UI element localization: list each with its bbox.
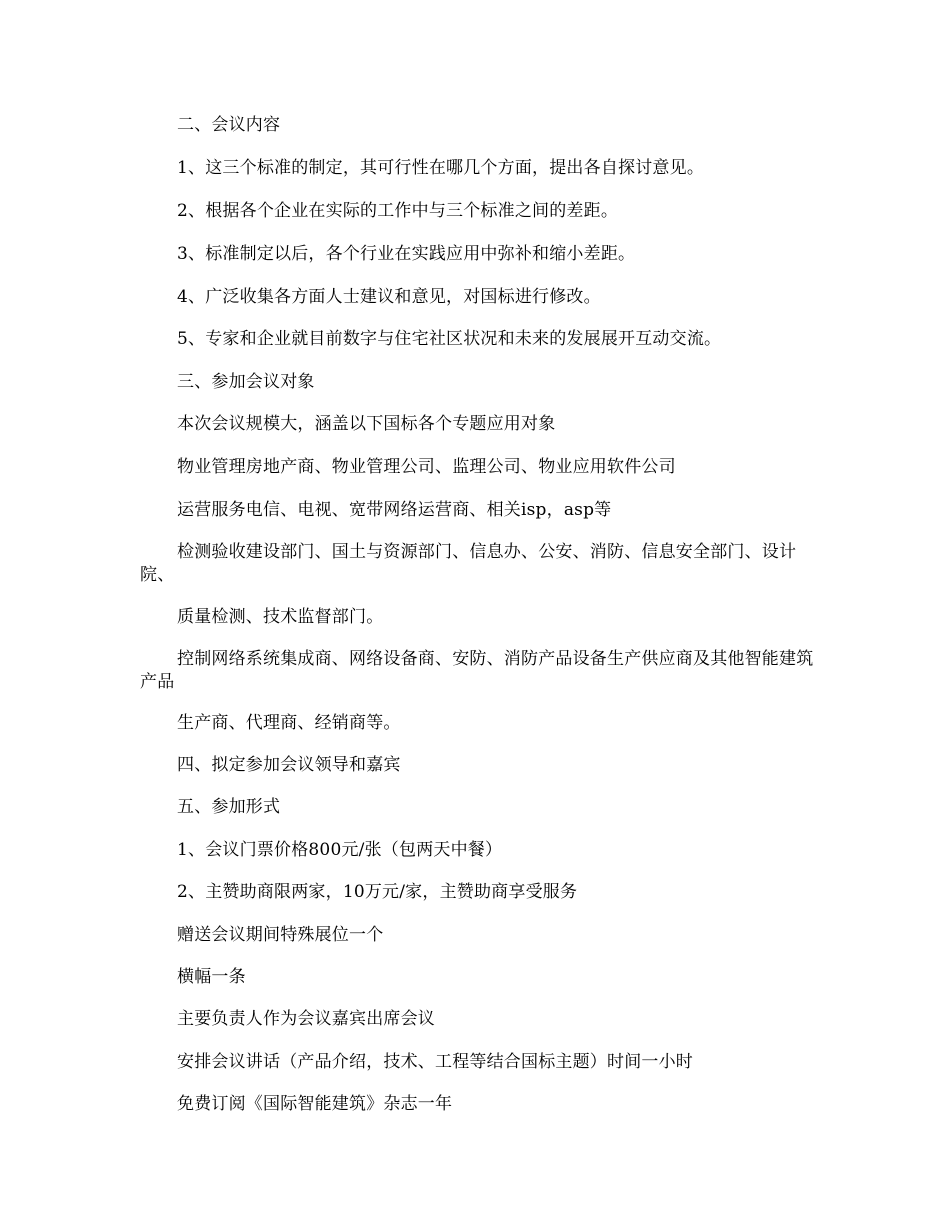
- paragraph: 横幅一条: [177, 967, 246, 987]
- section-heading-meeting-content: 二、会议内容: [177, 115, 281, 135]
- paragraph: 主要负责人作为会议嘉宾出席会议: [177, 1009, 435, 1029]
- paragraph: 4、广泛收集各方面人士建议和意见，对国标进行修改。: [177, 287, 601, 307]
- paragraph: 质量检测、技术监督部门。: [177, 607, 384, 627]
- paragraph: 本次会议规模大，涵盖以下国标各个专题应用对象: [177, 414, 556, 434]
- paragraph: 3、标准制定以后，各个行业在实践应用中弥补和缩小差距。: [177, 244, 636, 264]
- paragraph: 赠送会议期间特殊展位一个: [177, 925, 384, 945]
- paragraph: 运营服务电信、电视、宽带网络运营商、相关isp，asp等: [177, 500, 612, 520]
- paragraph: 5、专家和企业就目前数字与住宅社区状况和未来的发展展开互动交流。: [177, 329, 722, 349]
- paragraph: 1、这三个标准的制定，其可行性在哪几个方面，提出各自探讨意见。: [177, 158, 705, 178]
- paragraph: 1、会议门票价格800元/张（包两天中餐）: [177, 840, 503, 860]
- paragraph: 物业管理房地产商、物业管理公司、监理公司、物业应用软件公司: [177, 457, 676, 477]
- paragraph: 免费订阅《国际智能建筑》杂志一年: [177, 1094, 453, 1114]
- paragraph: 检测验收建设部门、国土与资源部门、信息办、公安、消防、信息安全部门、设计院、: [140, 542, 797, 585]
- section-heading-participation: 五、参加形式: [177, 797, 281, 817]
- paragraph: 2、根据各个企业在实际的工作中与三个标准之间的差距。: [177, 201, 619, 221]
- paragraph: 安排会议讲话（产品介绍，技术、工程等结合国标主题）时间一小时: [177, 1052, 693, 1072]
- paragraph: 生产商、代理商、经销商等。: [177, 713, 401, 733]
- paragraph: 2、主赞助商限两家，10万元/家，主赞助商享受服务: [177, 882, 578, 902]
- paragraph: 控制网络系统集成商、网络设备商、安防、消防产品设备生产供应商及其他智能建筑产品: [140, 649, 814, 692]
- section-heading-attendees: 三、参加会议对象: [177, 372, 315, 392]
- section-heading-guests: 四、拟定参加会议领导和嘉宾: [177, 755, 401, 775]
